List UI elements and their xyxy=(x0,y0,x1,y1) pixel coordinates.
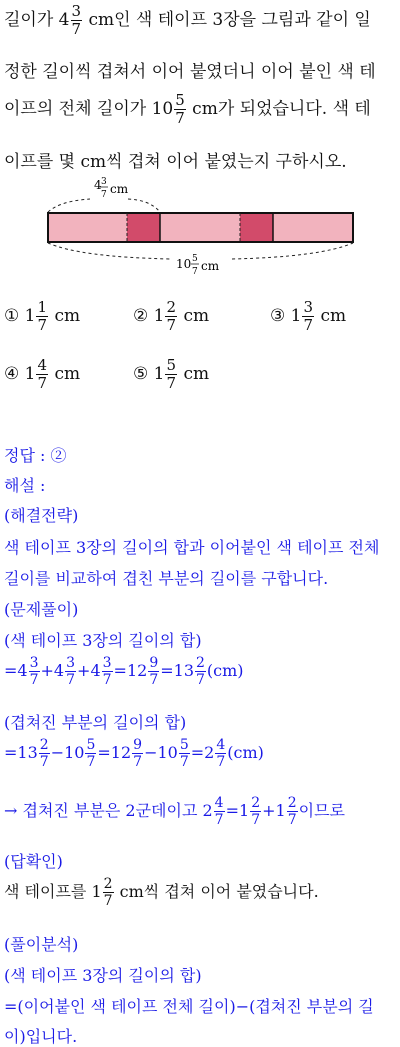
tape-strip xyxy=(48,213,353,242)
numerator: 5 xyxy=(166,356,177,374)
top-brace-right xyxy=(128,199,160,212)
eq-term: +4 xyxy=(77,661,101,680)
denominator: 7 xyxy=(166,374,177,392)
unit: cm xyxy=(183,364,210,384)
eq-term: −10 xyxy=(50,743,85,762)
eq-term: +4 xyxy=(40,661,65,680)
strategy-line-1: 색 테이프 3장의 길이의 합과 이어붙인 색 테이프 전체 xyxy=(4,538,380,557)
choice-4[interactable] xyxy=(4,358,80,391)
solve-title: (문제풀이) xyxy=(4,600,79,619)
denominator: 7 xyxy=(251,812,261,828)
unit: cm xyxy=(54,306,81,326)
bottom-label-whole: 10 xyxy=(176,257,192,271)
choice-mark: ① xyxy=(4,306,20,326)
fraction xyxy=(287,796,298,827)
fraction xyxy=(215,738,226,769)
problem-line-4: 이프를 몇 cm씩 겹쳐 이어 붙였는지 구하시오. xyxy=(4,152,347,172)
top-label-num: 3 xyxy=(101,177,107,187)
arrow-equation xyxy=(4,796,345,827)
denominator: 7 xyxy=(102,672,112,688)
bottom-label-num: 5 xyxy=(192,254,198,264)
analysis-title: (풀이분석) xyxy=(4,935,79,954)
unit: cm xyxy=(54,364,81,384)
choice-mark: ② xyxy=(133,306,149,326)
choice-2[interactable] xyxy=(133,300,209,333)
numerator: 3 xyxy=(102,655,112,671)
problem-text: 길이가 xyxy=(4,10,59,30)
denominator: 7 xyxy=(214,812,224,828)
choice-1[interactable] xyxy=(4,300,80,333)
fraction xyxy=(65,656,76,687)
top-label-unit: cm xyxy=(110,182,129,196)
numerator: 3 xyxy=(29,655,39,671)
strategy-title: (해결전략) xyxy=(4,506,79,525)
top-label-den: 7 xyxy=(101,190,107,200)
fraction xyxy=(179,738,190,769)
fraction xyxy=(302,300,314,333)
numerator: 2 xyxy=(166,298,177,316)
answer-line: 정답 : ② xyxy=(4,446,67,465)
choice-mark: ③ xyxy=(270,306,286,326)
problem-line-3 xyxy=(4,93,371,126)
fraction xyxy=(39,738,50,769)
denominator: 7 xyxy=(71,20,82,38)
analysis-line-1: (색 테이프 3장의 길이의 합) xyxy=(4,966,202,985)
eq-term: =13 xyxy=(160,661,194,680)
sum-equation xyxy=(4,656,244,687)
overlap-equation xyxy=(4,738,264,769)
unit: cm xyxy=(320,306,347,326)
eq-term: +1 xyxy=(262,801,286,820)
eq-term: =12 xyxy=(113,661,148,680)
fraction xyxy=(36,358,48,391)
problem-text: cm인 색 테이프 3장을 그림과 같이 일 xyxy=(83,10,371,30)
denominator: 7 xyxy=(216,754,226,770)
mixed-whole: 1 xyxy=(24,306,36,326)
fraction xyxy=(132,738,143,769)
numerator: 3 xyxy=(71,2,82,20)
denominator: 7 xyxy=(103,893,113,909)
tape-diagram xyxy=(0,175,400,285)
numerator: 5 xyxy=(86,737,96,753)
fraction xyxy=(102,656,113,687)
check-title: (답확인) xyxy=(4,852,63,871)
numerator: 9 xyxy=(133,737,143,753)
eq-term: =2 xyxy=(190,743,215,762)
numerator: 9 xyxy=(149,655,159,671)
problem-text: 이프의 전체 길이가 xyxy=(4,99,152,119)
eq-term: =4 xyxy=(4,661,28,680)
mixed-whole: 1 xyxy=(24,364,36,384)
mixed-whole: 10 xyxy=(151,99,174,119)
problem-line-1 xyxy=(4,4,371,37)
eq-term: (cm) xyxy=(206,661,244,680)
denominator: 7 xyxy=(303,316,314,334)
denominator: 7 xyxy=(37,316,48,334)
numerator: 2 xyxy=(39,737,49,753)
fraction xyxy=(103,877,114,908)
numerator: 4 xyxy=(37,356,48,374)
denominator: 7 xyxy=(166,316,177,334)
fraction xyxy=(250,796,261,827)
analysis-line-2: =(이어붙인 색 테이프 전체 길이)−(겹쳐진 부분의 길 xyxy=(4,997,374,1016)
numerator: 2 xyxy=(196,655,205,671)
denominator: 7 xyxy=(196,672,205,688)
fraction xyxy=(29,656,40,687)
choice-3[interactable] xyxy=(270,300,346,333)
numerator: 2 xyxy=(251,795,261,811)
numerator: 1 xyxy=(37,298,48,316)
denominator: 7 xyxy=(179,754,189,770)
eq-term: cm씩 겹쳐 이어 붙였습니다. xyxy=(114,882,319,901)
fraction xyxy=(85,738,96,769)
numerator: 5 xyxy=(175,91,185,109)
numerator: 2 xyxy=(287,795,297,811)
fraction xyxy=(71,4,83,37)
strategy-line-2: 길이를 비교하여 겹친 부분의 길이를 구합니다. xyxy=(4,569,329,588)
bottom-brace-left xyxy=(48,243,170,259)
numerator: 4 xyxy=(214,795,224,811)
denominator: 7 xyxy=(66,672,76,688)
denominator: 7 xyxy=(39,754,49,770)
problem-text: cm가 되었습니다. 색 테 xyxy=(186,99,371,119)
eq-term: 이므로 xyxy=(298,801,345,820)
eq-term: =1 xyxy=(225,801,250,820)
denominator: 7 xyxy=(37,374,48,392)
top-label-whole: 4 xyxy=(94,178,102,192)
denominator: 7 xyxy=(29,672,39,688)
numerator: 3 xyxy=(303,298,314,316)
numerator: 5 xyxy=(179,737,189,753)
choice-mark: ⑤ xyxy=(133,364,149,384)
denominator: 7 xyxy=(149,672,159,688)
fraction xyxy=(165,300,177,333)
fraction xyxy=(214,796,225,827)
denominator: 7 xyxy=(133,754,143,770)
fraction xyxy=(148,656,159,687)
numerator: 4 xyxy=(216,737,226,753)
fraction xyxy=(165,358,177,391)
explain-label: 해설 : xyxy=(4,476,46,495)
unit: cm xyxy=(183,306,210,326)
fraction xyxy=(195,656,206,687)
denominator: 7 xyxy=(175,109,185,127)
mixed-whole: 1 xyxy=(290,306,302,326)
overlap-region-1 xyxy=(127,213,160,242)
eq-term: → 겹쳐진 부분은 2군데이고 2 xyxy=(4,801,213,820)
bottom-brace-right xyxy=(232,243,353,259)
analysis-line-3: 이)입니다. xyxy=(4,1027,78,1046)
numerator: 3 xyxy=(66,655,76,671)
eq-term: =12 xyxy=(97,743,132,762)
mixed-whole: 4 xyxy=(58,10,70,30)
check-equation xyxy=(4,877,319,908)
bottom-label-den: 7 xyxy=(192,267,198,277)
fraction xyxy=(174,93,186,126)
choice-5[interactable] xyxy=(133,358,209,391)
mixed-whole: 1 xyxy=(153,364,165,384)
eq-term: (cm) xyxy=(227,743,264,762)
overlap-title: (겹쳐진 부분의 길이의 합) xyxy=(4,713,187,732)
overlap-region-2 xyxy=(240,213,273,242)
problem-line-2: 정한 길이씩 겹쳐서 이어 붙였더니 이어 붙인 색 테 xyxy=(4,62,376,82)
numerator: 2 xyxy=(103,876,113,892)
denominator: 7 xyxy=(86,754,96,770)
bottom-label-unit: cm xyxy=(201,259,220,273)
choice-mark: ④ xyxy=(4,364,20,384)
denominator: 7 xyxy=(287,812,297,828)
eq-term: 색 테이프를 1 xyxy=(4,882,102,901)
top-brace-left xyxy=(48,199,90,212)
mixed-whole: 1 xyxy=(153,306,165,326)
sum-title: (색 테이프 3장의 길이의 합) xyxy=(4,631,202,650)
eq-term: =13 xyxy=(4,743,38,762)
eq-term: −10 xyxy=(144,743,178,762)
fraction xyxy=(36,300,48,333)
